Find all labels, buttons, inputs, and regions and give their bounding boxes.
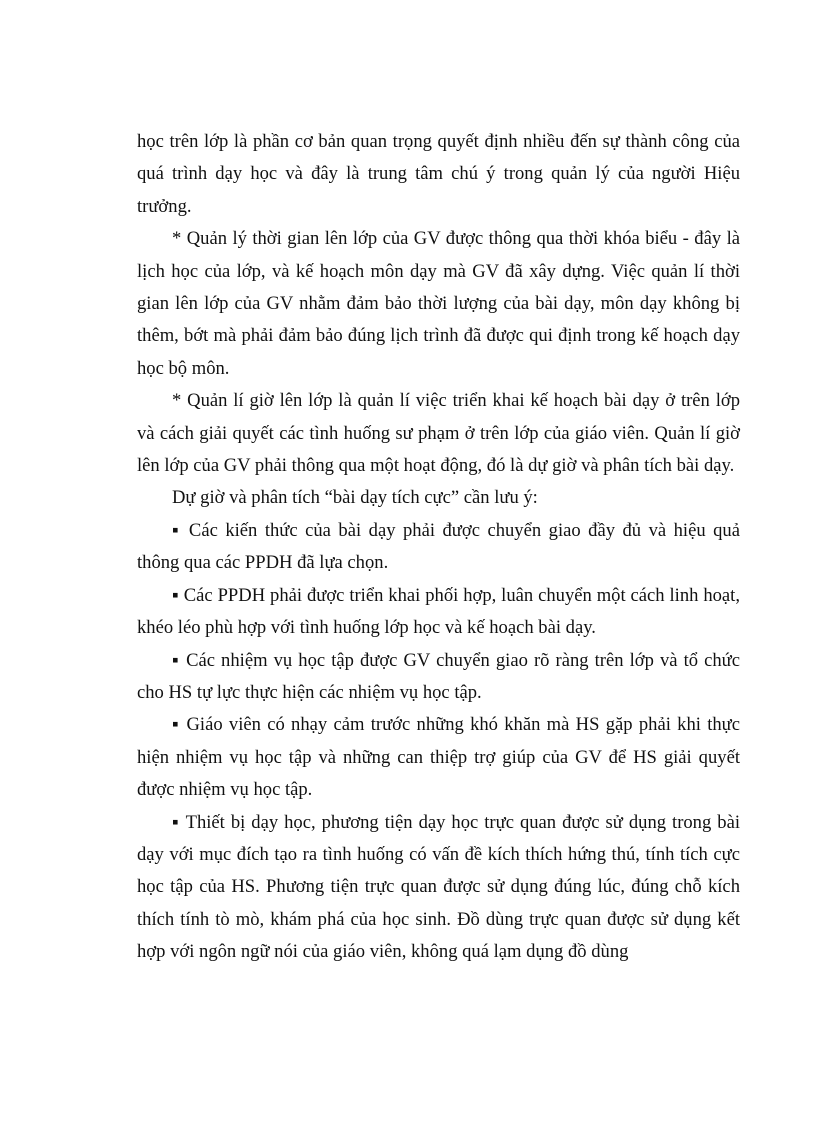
bullet-knowledge-transfer: ▪ Các kiến thức của bài dạy phải được chuyển giao đầy đủ và hiệu quả thông qua các PPDH đã lựa chọn. [137, 519, 740, 574]
paragraph-continuation: học trên lớp là phần cơ bản quan trọng quyết định nhiều đến sự thành công của quá trình dạy học và đây là trung tâm chú ý trong quản lý của người Hiệu trưởng. [137, 131, 740, 217]
bullet-learning-tasks: ▪ Các nhiệm vụ học tập được GV chuyển giao rõ ràng trên lớp và tổ chức cho HS tự lực thực hiện các nhiệm vụ học tập. [137, 649, 740, 703]
bullet-teaching-equipment: ▪ Thiết bị dạy học, phương tiện dạy học trực quan được sử dụng trong bài dạy với mục đích tạo ra tình huống có vấn đề kích thích hứng thú, tính tích cực học tập của HS. Phương tiện trực quan được sử dụng đúng lúc, đúng chỗ kích thích tính tò mò, khám phá của học sinh. Đồ dùng trực quan được sử dụng kết hợp với ngôn ngữ nói của giáo viên, không quá lạm dụng đồ dùng [137, 811, 740, 963]
paragraph-class-time-management: * Quản lý thời gian lên lớp của GV được thông qua thời khóa biểu - đây là lịch học của lớp, và kế hoạch môn dạy mà GV đã xây dựng. Việc quản lí thời gian lên lớp của GV nhằm đảm bảo thời lượng của bài dạy, môn dạy không bị thêm, bớt mà phải đảm bảo đúng lịch trình đã được qui định trong kế hoạch dạy học bộ môn. [137, 228, 740, 379]
paragraph-lesson-management: * Quản lí giờ lên lớp là quản lí việc triển khai kế hoạch bài dạy ở trên lớp và cách giải quyết các tình huống sư phạm ở trên lớp của giáo viên. Quản lí giờ lên lớp của GV phải thông qua một hoạt động, đó là dự giờ và phân tích bài dạy. [137, 390, 740, 477]
bullet-teacher-sensitivity: ▪ Giáo viên có nhạy cảm trước những khó khăn mà HS gặp phải khi thực hiện nhiệm vụ học tập và những can thiệp trợ giúp của GV để HS giải quyết được nhiệm vụ học tập. [137, 714, 740, 801]
paragraph-observation-intro: Dự giờ và phân tích “bài dạy tích cực” cần lưu ý: [172, 487, 538, 509]
bullet-teaching-methods: ▪ Các PPDH phải được triển khai phối hợp, luân chuyển một cách linh hoạt, khéo léo phù hợp với tình huống lớp học và kế hoạch bài dạy. [137, 584, 740, 639]
body-text [137, 126, 740, 969]
